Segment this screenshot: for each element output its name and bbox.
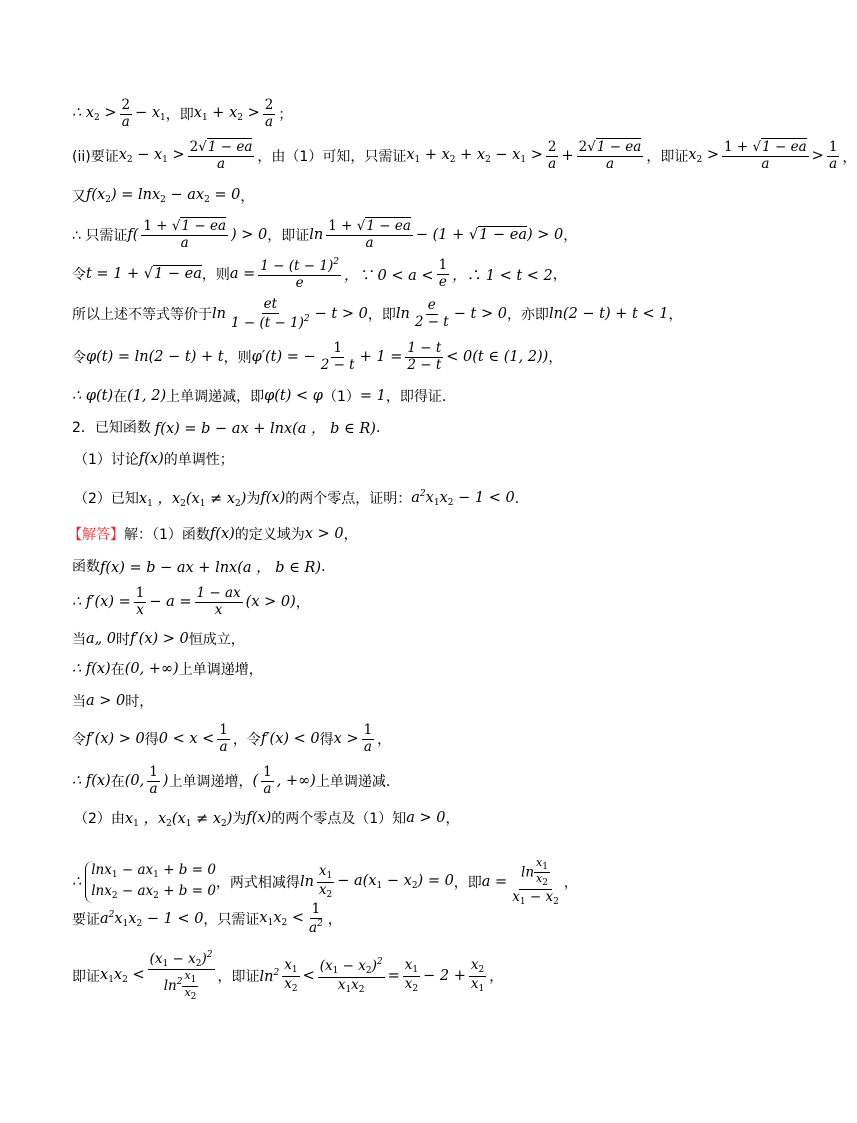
line-3-prefix: 又: [72, 189, 86, 205]
answer-line-5: ∴ f(x) 在 (0, +∞) 上单调递增，: [72, 661, 263, 678]
answer-12a: 即证: [72, 969, 100, 985]
answer-line-10: ∴ $\ln x_1 - ax_1 + b = 0$ $\ln x_2 - ax_2 + b = 0$ ，两式相减得 ln $x_1$ $x_2$ − $a(x_1 - x_2) = 0$ ，即 a = ln $\frac{x_1}{x_2}$ $x_1 - x_2$ ，: [72, 855, 578, 907]
answer-9a: （2）由: [74, 811, 125, 827]
problem-2-q2: （2）已知 $x_1$ ，$x_2(x_1 \ne x_2)$ 为 f(x) 的两个零点，证明： $a^2x_1x_2 - 1 < 0$ ．: [74, 488, 529, 509]
line-8-b: 上单调递减，即: [166, 389, 265, 405]
line-8-c: （1）: [322, 389, 360, 405]
line-6: 所以上述不等式等价于 ln et $1 - (t - 1)^2$ − t > 0 ，即 ln e 2 − t − t > 0 ，亦即 ln(2 − t) + t < 1 ，: [72, 295, 683, 331]
answer-5: 上单调递增，: [178, 662, 263, 678]
line-6-prefix: 所以上述不等式等价于: [72, 307, 212, 323]
line-1: ∴ $x_2$ > 2 a − $x_1$ ，即 $x_1 + x_2$ > 2 a ；: [72, 96, 293, 130]
line-2-mid1: ，由（1）可知，只需证: [257, 149, 407, 165]
line-7-mid: ，则: [223, 350, 252, 366]
line-4-prefix: ∴ 只需证: [72, 228, 128, 244]
line-5-mid: ，则: [201, 267, 230, 283]
answer-line-3: ∴ f′(x) = $\frac{1}{x}$ − a = $\frac{1 - ax}{x}$ (x > 0) ，: [72, 584, 310, 618]
answer-1b: 的定义域为: [234, 527, 305, 543]
q1-end: 的单调性；: [163, 452, 234, 468]
answer-line-11: 要证 $a^2x_1x_2 - 1 < 0$ ，只需证 $x_1x_2$ < 1 $a^2$ ，: [72, 900, 342, 936]
answer-7a: 令: [72, 732, 86, 748]
answer-10b: ，即: [453, 875, 482, 891]
answer-4b: 时: [116, 632, 130, 648]
problem-2-q1: （1）讨论 f(x) 的单调性；: [74, 451, 234, 468]
answer-6b: 时，: [125, 694, 154, 710]
answer-11b: ，只需证: [203, 912, 260, 928]
answer-line-4: 当 a„ 0 时 f′(x) > 0 恒成立，: [72, 631, 245, 648]
answer-4a: 当: [72, 632, 86, 648]
line-4-mid: ，即证: [267, 228, 310, 244]
line-2-prefix: (ii)要证: [72, 149, 119, 165]
answer-2: 函数: [72, 559, 100, 575]
q2-label-b: 为: [246, 491, 261, 507]
answer-line-6: 当 a > 0 时，: [72, 693, 154, 710]
answer-7c: ，令: [232, 732, 261, 748]
line-8: ∴ φ(t) 在 (1, 2) 上单调递减，即 φ(t) < φ （1） = 1 ，即得证．: [72, 388, 456, 405]
answer-11a: 要证: [72, 912, 100, 928]
line-5-prefix: 令: [72, 267, 86, 283]
answer-line-9: （2）由 $x_1$ ，$x_2(x_1 \ne x_2)$ 为 f(x) 的两个零点及（1）知 a > 0 ，: [74, 810, 460, 829]
answer-label: 【解答】: [68, 527, 124, 543]
answer-8b: 上单调递减．: [315, 774, 400, 790]
answer-line-2: 函数 f(x) = b − ax + lnx(a ， b ∈ R) ．: [72, 553, 335, 579]
answer-line-12: 即证 $x_1x_2$ < $(x_1 - x_2)^2$ $\ln^2$ $\frac{x_1}{x_2}$ ，即证 $\ln^2$ $x_1$ $x_2$ < $\frac{(x_1 - x_2)^2}{x_1x_2}$ = $\frac{x_1}{x_2}$ − 2 + $\frac{x_2}{x_1}$ ，: [72, 949, 504, 1002]
answer-line-7: 令 f′(x) > 0 得 0 < x < 1 a ，令 f′(x) < 0 得 x > 1 a ，: [72, 721, 392, 755]
line-4: ∴ 只需证 f( 1 + √1 − ea a ) > 0 ，即证 ln 1 + √1 − ea a − (1 + √1 − ea) > 0 ，: [72, 217, 578, 251]
line-8-d: ，即得证．: [385, 389, 456, 405]
answer-line-8: ∴ f(x) 在 (0, 1 a ) 上单调递增， ( 1 a , +∞) 上单调递减．: [72, 763, 400, 797]
line-2-mid2: ，即证: [646, 149, 689, 165]
line-5: 令 t = 1 + √1 − ea ，则 a = $\frac{1 - (t - 1)^2}{e}$ ，∵ 0 < a < 1 e ，∴ 1 < t < 2 ，: [72, 256, 567, 291]
line-6-mid2: ，亦即: [506, 307, 549, 323]
q1-label: （1）讨论: [74, 452, 139, 468]
answer-8a: 上单调递增，: [168, 774, 253, 790]
line-7: 令 φ(t) = ln(2 − t) + t ，则 φ′(t) = − $\frac{1}{2 - t}$ + 1 = $\frac{1 - t}{2 - t}$ < 0(t ∈ (1, 2)) ，: [72, 339, 563, 373]
line-3: 又 $f(x_2) = \ln x_2 - ax_2 = 0$ ，: [72, 187, 255, 205]
answer-9c: 的两个零点及（1）知: [271, 811, 407, 827]
line-2: (ii)要证 $x_2 - x_1$ > 2√1 − ea a ，由（1）可知，只需证 $x_1 + x_2 + x_2 - x_1$ > 2 a + 2√1 − ea a ，即证 $x_2$ > 1 + √1 − ea a > 1 a ，: [72, 138, 857, 172]
answer-7b: 得: [144, 732, 159, 748]
answer-9b: 为: [232, 811, 247, 827]
line-8-a: 在: [113, 389, 128, 405]
answer-line-1: 【解答】 解：（1）函数 f(x) 的定义域为 x > 0 ，: [68, 526, 358, 543]
answer-4c: 恒成立，: [188, 632, 245, 648]
line-6-mid1: ，即: [367, 307, 396, 323]
answer-6a: 当: [72, 694, 86, 710]
q2-label-c: 的两个零点，证明：: [285, 491, 412, 507]
answer-10a: ，两式相减得: [215, 875, 300, 891]
line-7-prefix: 令: [72, 350, 86, 366]
equation-system: $\ln x_1 - ax_1 + b = 0$ $\ln x_2 - ax_2 + b = 0$: [85, 861, 216, 903]
problem-2-label: 2．已知函数: [72, 420, 151, 436]
q2-label-a: （2）已知: [74, 491, 139, 507]
answer-1a: 解：（1）函数: [124, 527, 210, 543]
answer-12b: ，即证: [217, 969, 260, 985]
problem-2-title: 2．已知函数 f(x) = b − ax + lnx(a ， b ∈ R) ．: [72, 414, 390, 440]
